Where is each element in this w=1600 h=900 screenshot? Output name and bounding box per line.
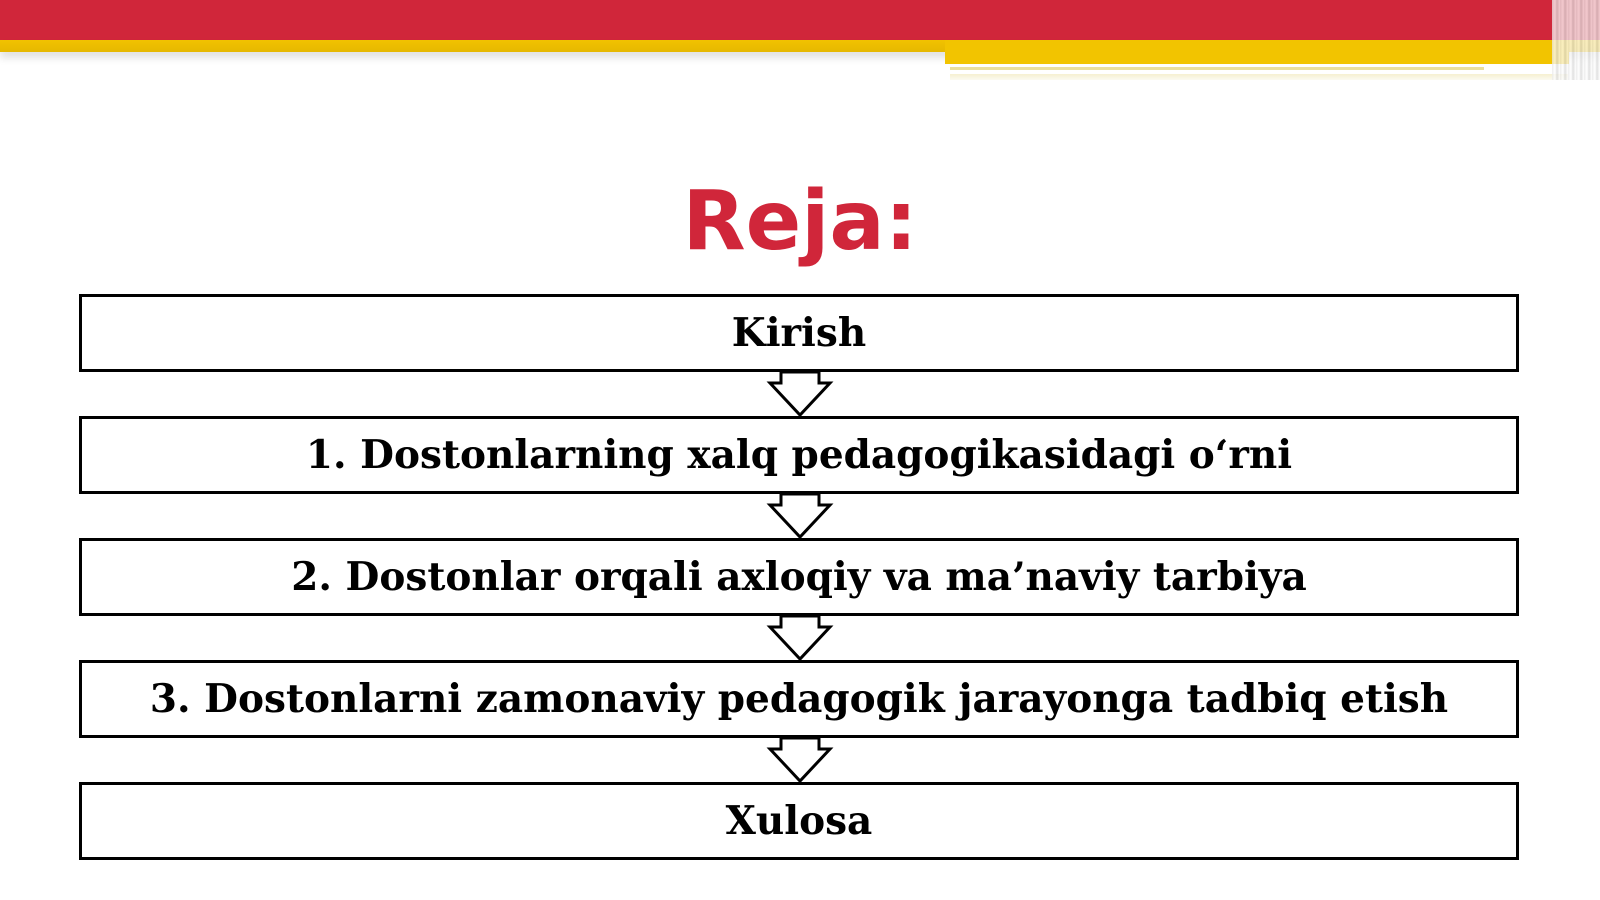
down-arrow-icon bbox=[768, 738, 832, 784]
down-arrow-icon bbox=[768, 616, 832, 662]
header-band-red bbox=[0, 0, 1600, 40]
down-arrow-icon bbox=[768, 372, 832, 418]
header-band-underline-shadow bbox=[950, 74, 1568, 80]
flow-step-intro: Kirish bbox=[79, 294, 1519, 372]
down-arrow-icon bbox=[768, 494, 832, 540]
header-band-underline bbox=[950, 67, 1484, 70]
flow-step-2: 2. Dostonlar orqali axloqiy va ma’naviy tarbiya bbox=[79, 538, 1519, 616]
header-band-yellow-tab bbox=[945, 40, 1569, 64]
flow-step-conclusion: Xulosa bbox=[79, 782, 1519, 860]
flow-step-3: 3. Dostonlarni zamonaviy pedagogik jarayonga tadbiq etish bbox=[79, 660, 1519, 738]
flow-step-1: 1. Dostonlarning xalq pedagogikasidagi o‘rni bbox=[79, 416, 1519, 494]
header-band-stripes bbox=[1552, 0, 1600, 80]
slide-title: Reja: bbox=[682, 174, 918, 269]
